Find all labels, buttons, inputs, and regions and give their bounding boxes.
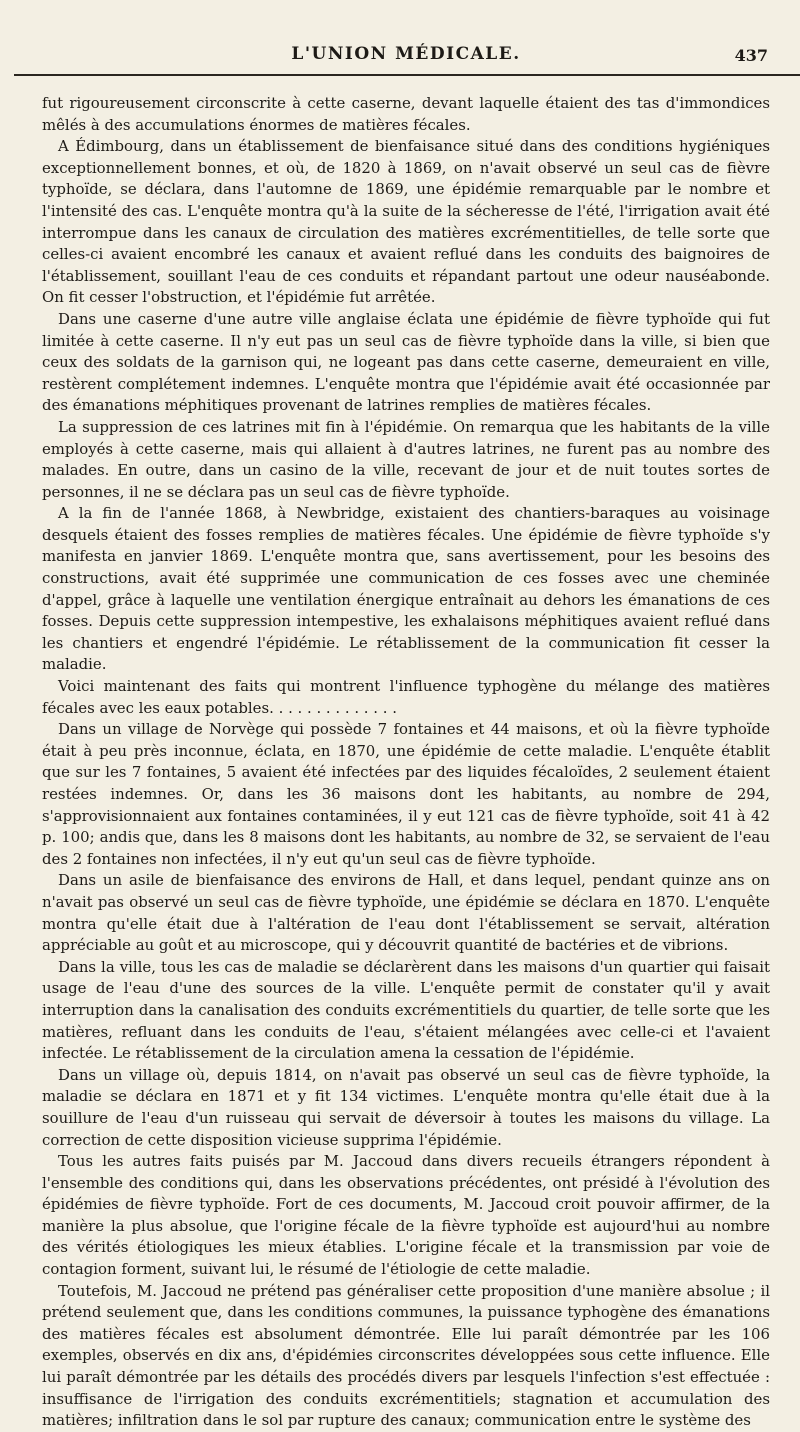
paragraph: Dans une caserne d'une autre ville anglaise éclata une épidémie de fièvre typhoïde qui fut limitée à cette caserne. Il n'y eut pas un seul cas de fièvre typhoïde dans la ville, si bien que ceux des soldats de la garnison qui, ne logeant pas dans cette caserne, demeuraient en ville, restèrent complétement indemnes. L'enquête montra que l'épidémie avait été occasionnée par des émanations méphitiques provenant de latrines remplies de matières fécales.	[42, 309, 770, 415]
body-text	[42, 93, 770, 1432]
paragraph: Dans un asile de bienfaisance des environs de Hall, et dans lequel, pendant quinze ans on n'avait pas observé un seul cas de fièvre typhoïde, une épidémie se déclara en 1870. L'enquête montra qu'elle était due à l'altération de l'eau dont l'établissement se servait, altération appréciable au goût et au microscope, qui y découvrit quantité de bactéries et de vibrions.	[42, 871, 770, 955]
paragraph: Dans la ville, tous les cas de maladie se déclarèrent dans les maisons d'un quartier qui faisait usage de l'eau d'une des sources de la ville. L'enquête permit de constater qu'il y avait interruption dans la canalisation des conduits excrémentitiels du quartier, de telle sorte que les matières, refluant dans les conduits de l'eau, s'étaient mélangées avec celle-ci et l'avaient infectée. Le rétablissement de la circulation amena la cessation de l'épidémie.	[42, 957, 770, 1063]
paragraph: Toutefois, M. Jaccoud ne prétend pas généraliser cette proposition d'une manière absolue ; il prétend seulement que, dans les conditions communes, la puissance typhogène des émanations des matières fécales est absolument démontrée. Elle lui paraît démontrée par les 106 exemples, observés en dix ans, d'épidémies circonscrites développées sous cette influence. Elle lui paraît démontrée par les détails des procédés divers par lesquels l'infection s'est effectuée : insuffisance de l'irrigation des conduits excrémentitiels; stagnation et accumulation des matières; infiltration dans le sol par rupture des canaux; communication entre le système des	[42, 1281, 770, 1430]
paragraph: Dans un village de Norvège qui possède 7 fontaines et 44 maisons, et où la fièvre typhoïde était à peu près inconnue, éclata, en 1870, une épidémie de cette maladie. L'enquête établit que sur les 7 fontaines, 5 avaient été infectées par des liquides fécaloïdes, 2 seulement étaient restées indemnes. Or, dans les 36 maisons dont les habitants, au nombre de 294, s'approvisionnaient aux fontaines contaminées, il y eut 121 cas de fièvre typhoïde, soit 41 à 42 p. 100; andis que, dans les 8 maisons dont les habitants, au nombre de 32, se servaient de l'eau des 2 fontaines non infectées, il n'y eut qu'un seul cas de fièvre typhoïde.	[42, 720, 770, 868]
paragraph: Voici maintenant des faits qui montrent l'influence typhogène du mélange des matières fécales avec les eaux potables. . . . . . . . . . . . . .	[42, 677, 770, 717]
running-title: L'UNION MÉDICALE.	[291, 44, 521, 64]
paragraph: La suppression de ces latrines mit fin à l'épidémie. On remarqua que les habitants de la ville employés à cette caserne, mais qui allaient à d'autres latrines, ne furent pas au nombre des malades. En outre, dans un casino de la ville, recevant de jour et de nuit toutes sortes de personnes, il ne se déclara pas un seul cas de fièvre typhoïde.	[42, 417, 770, 501]
paragraph: A Édimbourg, dans un établissement de bienfaisance situé dans des conditions hygiéniques exceptionnellement bonnes, et où, de 1820 à 1869, on n'avait observé un seul cas de fièvre typhoïde, se déclara, dans l'automne de 1869, une épidémie remarquable par le nombre et l'intensité des cas. L'enquête montra qu'à la suite de la sécheresse de l'été, l'irrigation avait été interrompue dans les canaux de circulation des matières excrémentitielles, de telle sorte que celles-ci avaient encombré les canaux et avaient reflué dans les conduits des baignoires de l'établissement, souillant l'eau de ces conduits et répandant partout une odeur nauséabonde. On fit cesser l'obstruction, et l'épidémie fut arrêtée.	[42, 137, 770, 307]
paragraph: fut rigoureusement circonscrite à cette caserne, devant laquelle étaient des tas d'immondices mêlés à des accumulations énormes de matières fécales.	[42, 94, 770, 134]
running-head	[42, 0, 770, 72]
paragraph: Tous les autres faits puisés par M. Jaccoud dans divers recueils étrangers répondent à l'ensemble des conditions qui, dans les observations précédentes, ont présidé à l'évolution des épidémies de fièvre typhoïde. Fort de ces documents, M. Jaccoud croit pouvoir affirmer, de la manière la plus absolue, que l'origine fécale de la fièvre typhoïde est aujourd'hui au nombre des vérités étiologiques les mieux établies. L'origine fécale et la transmission par voie de contagion forment, suivant lui, le résumé de l'étiologie de cette maladie.	[42, 1152, 770, 1279]
header-rule	[14, 74, 800, 76]
paragraph: A la fin de l'année 1868, à Newbridge, existaient des chantiers-baraques au voisinage desquels étaient des fosses remplies de matières fécales. Une épidémie de fièvre typhoïde s'y manifesta en janvier 1869. L'enquête montra que, sans avertissement, pour les besoins des constructions, avait été supprimée une communication de ces fosses avec une cheminée d'appel, grâce à laquelle une ventilation énergique entraînait au dehors les émanations de ces fosses. Depuis cette suppression intempestive, les exhalaisons méphitiques avaient reflué dans les chantiers et engendré l'épidémie. Le rétablissement de la communication fit cesser la maladie.	[42, 504, 770, 674]
page-number: 437	[734, 46, 768, 65]
paragraph: Dans un village où, depuis 1814, on n'avait pas observé un seul cas de fièvre typhoïde, la maladie se déclara en 1871 et y fit 134 victimes. L'enquête montra qu'elle était due à la souillure de l'eau d'un ruisseau qui servait de déversoir à toutes les maisons du village. La correction de cette disposition vicieuse supprima l'épidémie.	[42, 1065, 770, 1149]
